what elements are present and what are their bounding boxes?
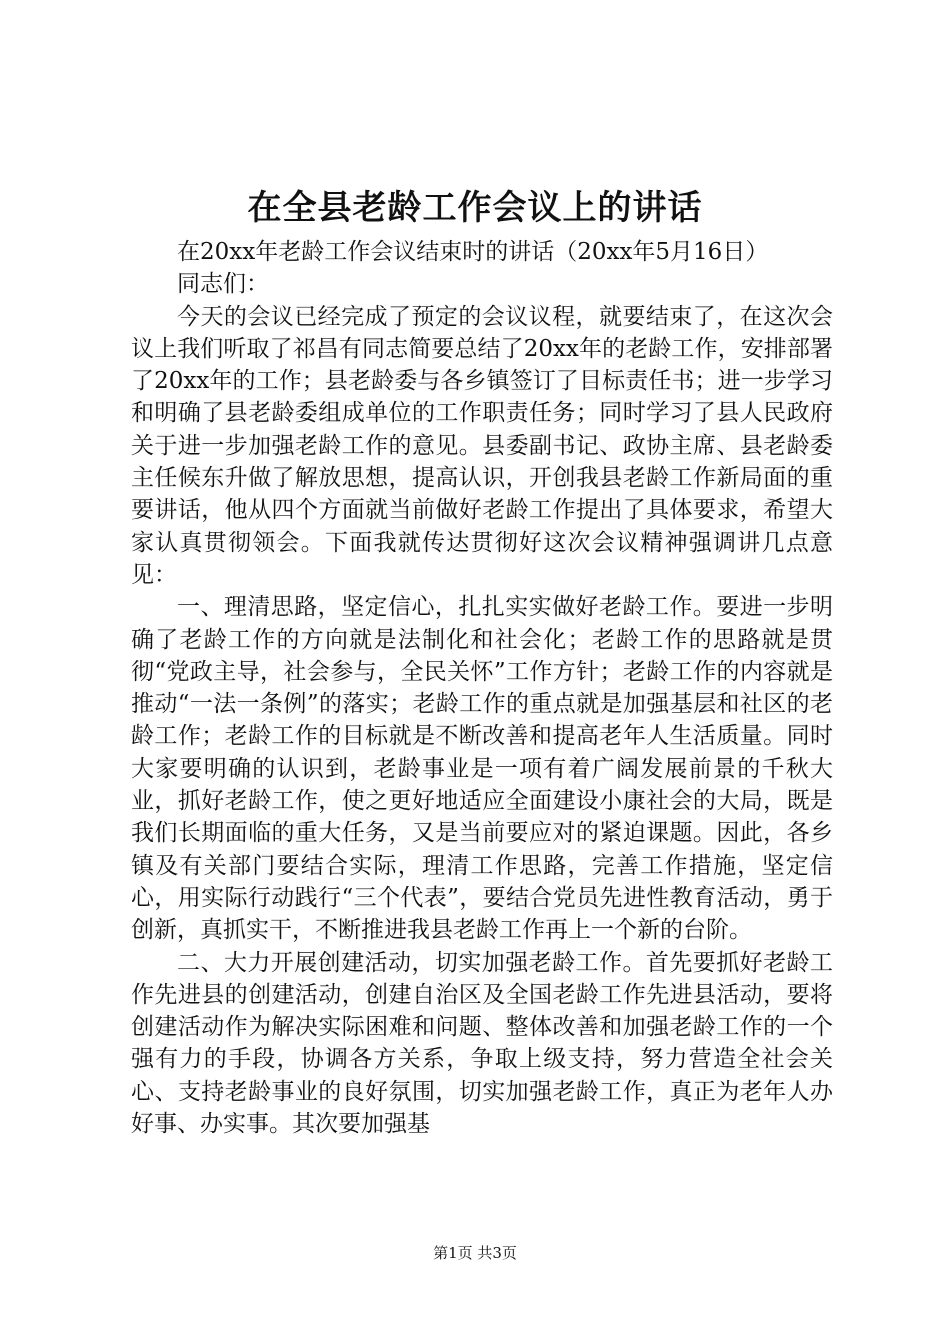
paragraph-section-one: 一、理清思路，坚定信心，扎扎实实做好老龄工作。要进一步明确了老龄工作的方向就是法制化和社会化；老龄工作的思路就是贯彻“党政主导，社会参与，全民关怀”工作方针；老龄工作的内容就是推动“一法一条例”的落实；老龄工作的重点就是加强基层和社区的老龄工作；老龄工作的目标就是不断改善和提高老年人生活质量。同时大家要明确的认识到，老龄事业是一项有着广阔发展前景的千秋大业，抓好老龄工作，使之更好地适应全面建设小康社会的大局，既是我们长期面临的重大任务，又是当前要应对的紧迫课题。因此，各乡镇及有关部门要结合实际，理清工作思路，完善工作措施，坚定信心，用实际行动践行“三个代表”，要结合党员先进性教育活动，勇于创新，真抓实干，不断推进我县老龄工作再上一个新的台阶。 [131,594,833,944]
document-body [131,236,833,1140]
paragraph-intro: 今天的会议已经完成了预定的会议议程，就要结束了，在这次会议上我们听取了祁昌有同志简要总结了20xx年的老龄工作，安排部署了20xx年的工作；县老龄委与各乡镇签订了目标责任书；进一步学习和明确了县老龄委组成单位的工作职责任务；同时学习了县人民政府关于进一步加强老龄工作的意见。县委副书记、政协主席、县老龄委主任候东升做了解放思想，提高认识，开创我县老龄工作新局面的重要讲话，他从四个方面就当前做好老龄工作提出了具体要求，希望大家认真贯彻领会。下面我就传达贯彻好这次会议精神强调讲几点意见： [131,303,833,588]
paragraph-salutation: 同志们： [177,271,269,298]
paragraph-section-two: 二、大力开展创建活动，切实加强老龄工作。首先要抓好老龄工作先进县的创建活动，创建自治区及全国老龄工作先进县活动，要将创建活动作为解决实际困难和问题、整体改善和加强老龄工作的一个强有力的手段，协调各方关系，争取上级支持，努力营造全社会关心、支持老龄事业的良好氛围，切实加强老龄工作，真正为老年人办好事、办实事。其次要加强基 [131,949,833,1138]
paragraph-subtitle: 在20xx年老龄工作会议结束时的讲话（20xx年5月16日） [177,239,769,265]
page-footer: 第1页 共3页 [433,1244,517,1262]
document-title: 在全县老龄工作会议上的讲话 [247,188,703,228]
